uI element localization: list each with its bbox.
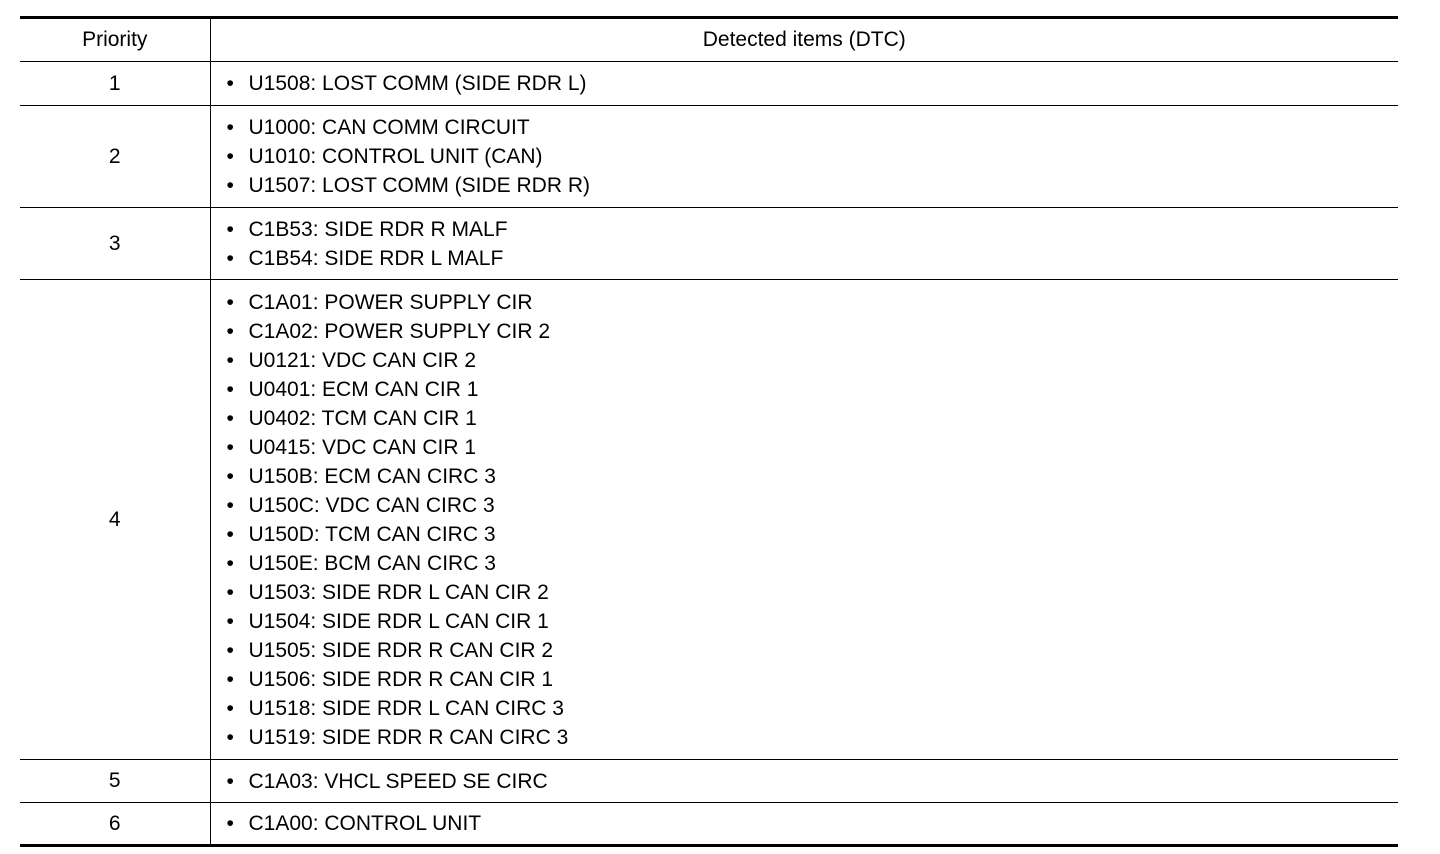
detected-items-column-header: Detected items (DTC) (210, 18, 1398, 62)
detected-items-cell (210, 208, 1398, 280)
table-row (20, 106, 1398, 208)
dtc-item: • C1A00: CONTROL UNIT (211, 809, 1399, 838)
dtc-item: • C1A03: VHCL SPEED SE CIRC (211, 767, 1399, 796)
dtc-item: • C1A02: POWER SUPPLY CIR 2 (211, 317, 1399, 346)
dtc-list (211, 65, 1399, 102)
table-row (20, 280, 1398, 760)
priority-column-header: Priority (20, 18, 210, 62)
dtc-item: • U150B: ECM CAN CIRC 3 (211, 462, 1399, 491)
priority-cell: 4 (20, 280, 210, 760)
table-header (20, 18, 1398, 62)
dtc-item: • U1518: SIDE RDR L CAN CIRC 3 (211, 694, 1399, 723)
table-row (20, 760, 1398, 803)
priority-cell: 2 (20, 106, 210, 208)
detected-items-cell (210, 803, 1398, 846)
dtc-item: • U1010: CONTROL UNIT (CAN) (211, 142, 1399, 171)
detected-items-cell (210, 280, 1398, 760)
table-row (20, 62, 1398, 106)
dtc-item: • U1503: SIDE RDR L CAN CIR 2 (211, 578, 1399, 607)
priority-cell: 5 (20, 760, 210, 803)
detected-items-cell (210, 760, 1398, 803)
priority-cell: 3 (20, 208, 210, 280)
table-row (20, 803, 1398, 846)
detected-items-cell (210, 62, 1398, 106)
header-row (20, 18, 1398, 62)
priority-cell: 6 (20, 803, 210, 846)
dtc-item: • U1505: SIDE RDR R CAN CIR 2 (211, 636, 1399, 665)
table-body (20, 62, 1398, 846)
dtc-item: • C1B53: SIDE RDR R MALF (211, 215, 1399, 244)
dtc-item: • U150E: BCM CAN CIRC 3 (211, 549, 1399, 578)
dtc-item: • U1000: CAN COMM CIRCUIT (211, 113, 1399, 142)
dtc-item: • C1B54: SIDE RDR L MALF (211, 244, 1399, 273)
dtc-item: • U0402: TCM CAN CIR 1 (211, 404, 1399, 433)
dtc-item: • U0415: VDC CAN CIR 1 (211, 433, 1399, 462)
dtc-item: • U150D: TCM CAN CIRC 3 (211, 520, 1399, 549)
table-row (20, 208, 1398, 280)
dtc-list (211, 805, 1399, 842)
dtc-item: • U0401: ECM CAN CIR 1 (211, 375, 1399, 404)
dtc-list (211, 109, 1399, 204)
dtc-list (211, 211, 1399, 277)
dtc-list (211, 284, 1399, 756)
dtc-item: • U1504: SIDE RDR L CAN CIR 1 (211, 607, 1399, 636)
dtc-item: • C1A01: POWER SUPPLY CIR (211, 288, 1399, 317)
priority-cell: 1 (20, 62, 210, 106)
dtc-item: • U1519: SIDE RDR R CAN CIRC 3 (211, 723, 1399, 752)
dtc-item: • U1507: LOST COMM (SIDE RDR R) (211, 171, 1399, 200)
detected-items-cell (210, 106, 1398, 208)
dtc-item: • U0121: VDC CAN CIR 2 (211, 346, 1399, 375)
dtc-item: • U150C: VDC CAN CIRC 3 (211, 491, 1399, 520)
dtc-item: • U1506: SIDE RDR R CAN CIR 1 (211, 665, 1399, 694)
dtc-priority-table (20, 16, 1398, 847)
dtc-item: • U1508: LOST COMM (SIDE RDR L) (211, 69, 1399, 98)
dtc-list (211, 763, 1399, 800)
